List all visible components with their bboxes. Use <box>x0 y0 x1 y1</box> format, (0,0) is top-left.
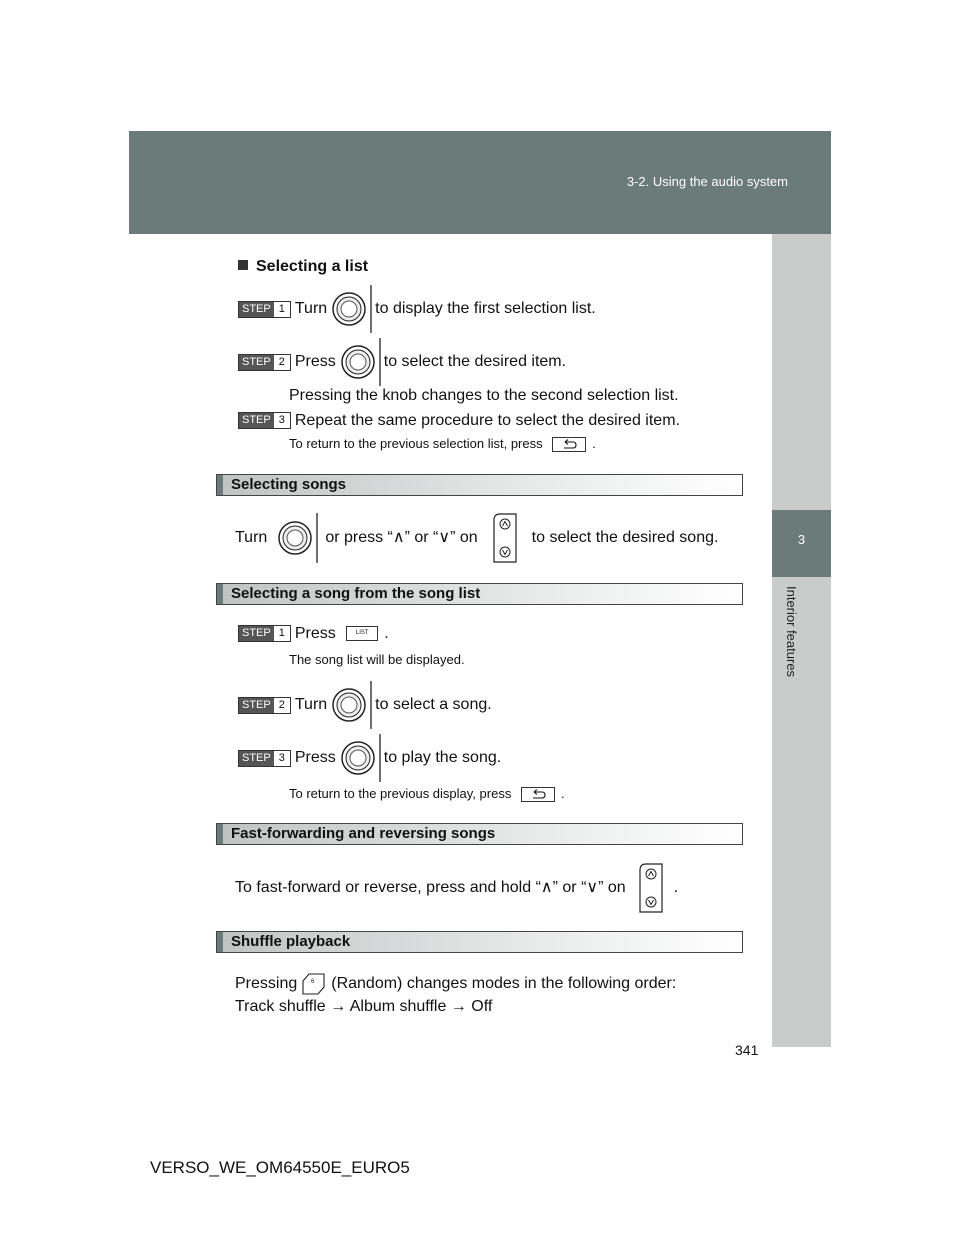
section-song-list: Selecting a song from the song list <box>216 583 743 605</box>
knob-icon <box>271 511 321 565</box>
return-note-display: To return to the previous display, press . <box>289 786 565 801</box>
chapter-title: Interior features <box>784 586 799 678</box>
knob-icon <box>327 679 375 731</box>
step-badge: STEP 3 <box>238 412 291 429</box>
side-tab-bottom <box>772 577 831 1047</box>
list-step-1: STEP 1 Turn to display the first selection list. <box>238 283 596 335</box>
square-bullet-icon <box>238 260 248 270</box>
breadcrumb: 3-2. Using the audio system <box>626 174 788 189</box>
section-selecting-songs: Selecting songs <box>216 474 743 496</box>
back-button-icon <box>521 787 555 802</box>
shuffle-line-2: Track shuffle → Album shuffle → Off <box>235 998 493 1015</box>
step-badge: STEP 3 <box>238 750 291 767</box>
chapter-number: 3 <box>797 532 806 547</box>
pressing-note: Pressing the knob changes to the second selection list. <box>289 387 679 404</box>
document-code: VERSO_WE_OM64550E_EURO5 <box>150 1158 410 1177</box>
shuffle-line-1: Pressing 6 (Random) changes modes in the following order: <box>235 973 676 995</box>
songlist-step-1: STEP 1 Press LIST . <box>238 624 389 644</box>
list-button-icon: LIST <box>346 626 378 641</box>
knob-icon <box>336 732 384 784</box>
random-button-icon <box>302 973 326 995</box>
step-badge: STEP 2 <box>238 697 291 714</box>
seek-up-down-button-icon <box>636 860 666 916</box>
list-step-2: STEP 2 Press to select the desired item. <box>238 336 566 388</box>
section-fast-forward: Fast-forwarding and reversing songs <box>216 823 743 845</box>
step-badge: STEP 1 <box>238 301 291 318</box>
song-list-note: The song list will be displayed. <box>289 652 465 667</box>
return-note-list: To return to the previous selection list, press . <box>289 436 596 451</box>
songlist-step-3: STEP 3 Press to play the song. <box>238 732 501 784</box>
subheading-selecting-list: Selecting a list <box>238 257 368 277</box>
list-step-3: STEP 3 Repeat the same procedure to select the desired item. <box>238 411 680 431</box>
songlist-step-2: STEP 2 Turn to select a song. <box>238 679 492 731</box>
knob-icon <box>327 283 375 335</box>
selecting-songs-instruction: Turn or press “∧” or “∨” on to select the desired song. <box>235 510 718 566</box>
fast-forward-instruction: To fast-forward or reverse, press and hold “∧” or “∨” on . <box>235 860 678 916</box>
step-badge: STEP 1 <box>238 625 291 642</box>
random-button-number: 6 <box>311 979 315 985</box>
back-button-icon <box>552 437 586 452</box>
step-badge: STEP 2 <box>238 354 291 371</box>
section-shuffle: Shuffle playback <box>216 931 743 953</box>
side-tab-top <box>772 234 831 510</box>
page-number: 341 <box>735 1042 759 1058</box>
knob-icon <box>336 336 384 388</box>
seek-up-down-button-icon <box>490 510 520 566</box>
